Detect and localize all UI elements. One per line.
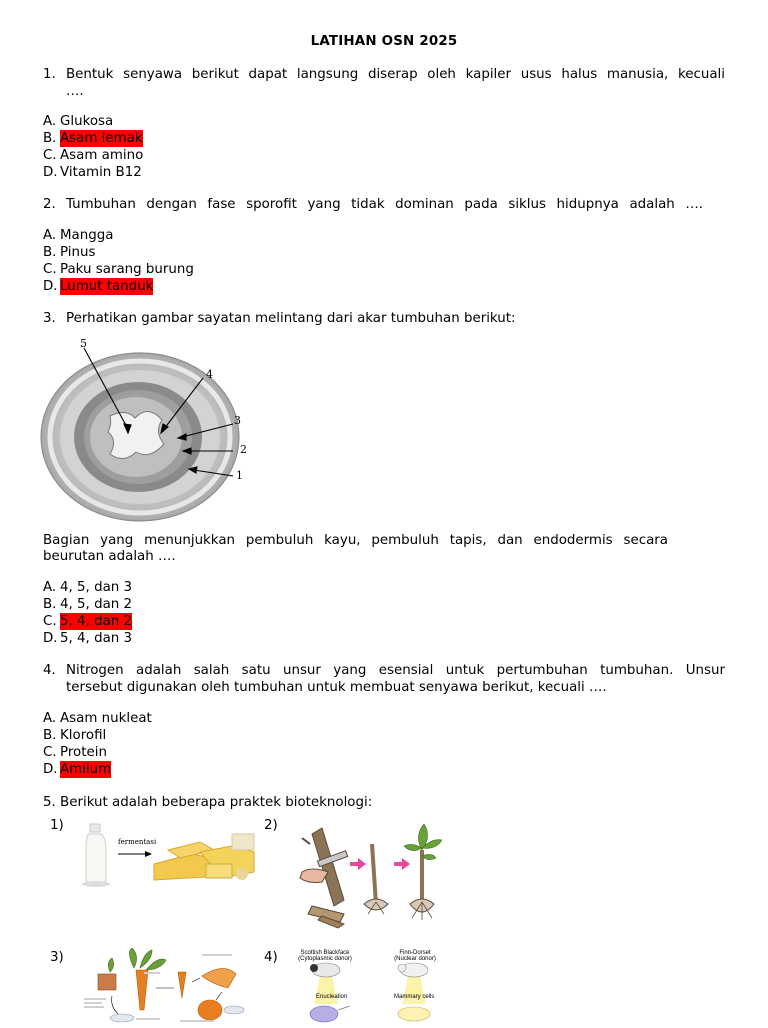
plant-cutting-illustration (292, 820, 452, 932)
option-b[interactable]: B. Klorofil (43, 728, 107, 744)
practice-label-2: 2) (264, 818, 278, 833)
option-c[interactable]: C. 5, 4, dan 2 (43, 614, 133, 630)
mammary-cells-label: Mammary cells (394, 994, 435, 1000)
practice-label-1: 1) (50, 818, 64, 833)
figure-label-3: 3 (234, 414, 241, 427)
fermentation-caption: fermentasi (118, 838, 157, 846)
option-b[interactable]: B. 4, 5, dan 2 (43, 597, 133, 613)
option-text-highlighted: Asam lemak (60, 131, 143, 147)
option-b[interactable]: B. Pinus (43, 245, 96, 261)
figure-label-4: 4 (206, 368, 213, 381)
options-q1 (43, 113, 143, 181)
question-number: 5. (43, 795, 56, 810)
option-d[interactable]: D. Lumut tanduk (43, 279, 154, 295)
option-a[interactable]: A. Mangga (43, 228, 114, 243)
option-text: 5, 4, dan 3 (60, 631, 133, 647)
option-text: Mangga (60, 228, 114, 243)
option-a[interactable]: A. Glukosa (43, 114, 114, 129)
enucleation-label: Enucleation (316, 994, 348, 1000)
option-text-highlighted: Lumut tanduk (60, 279, 154, 295)
option-a[interactable]: A. Asam nukleat (43, 711, 152, 726)
nuclear-donor-sub: (Nuclear donor) (394, 956, 436, 962)
question-3-followup (43, 533, 668, 564)
option-c[interactable]: C. Protein (43, 745, 107, 761)
figure-label-1: 1 (236, 469, 243, 482)
question-1 (43, 66, 725, 100)
nuclear-donor-title: Finn-Dorset (399, 950, 431, 956)
page-title: LATIHAN OSN 2025 (310, 34, 458, 49)
question-number: 1. (43, 67, 56, 82)
tissue-culture-illustration (82, 948, 260, 1024)
option-b[interactable]: B. Asam lemak (43, 131, 143, 147)
followup-line-2: beurutan adalah …. (43, 548, 176, 564)
question-number: 2. (43, 197, 56, 212)
option-text: Protein (60, 745, 107, 761)
question-text: Berikut adalah beberapa praktek bioteknologi: (60, 795, 373, 810)
option-text: 4, 5, dan 3 (60, 580, 133, 595)
option-text: Asam amino (60, 148, 144, 164)
question-text: Tumbuhan dengan fase sporofit yang tidak dominan pada siklus hidupnya adalah …. (66, 197, 703, 212)
question-2 (43, 196, 703, 213)
options-q4 (43, 710, 152, 778)
cloning-illustration (290, 950, 450, 1024)
options-q3 (43, 579, 132, 647)
figure-label-2: 2 (240, 443, 247, 456)
option-d[interactable]: D. Vitamin B12 (43, 165, 142, 181)
option-text: Glukosa (60, 114, 114, 129)
option-c[interactable]: C. Paku sarang burung (43, 262, 194, 278)
option-text: Klorofil (60, 728, 107, 744)
practice-label-3: 3) (50, 950, 64, 965)
option-text: Asam nukleat (60, 711, 152, 726)
option-d[interactable]: D. Amilum (43, 762, 112, 778)
question-4 (43, 662, 725, 696)
option-d[interactable]: D. 5, 4, dan 3 (43, 631, 133, 647)
question-text: Nitrogen adalah salah satu unsur yang esensial untuk pertumbuhan tumbuhan. Unsur (66, 663, 725, 678)
option-a[interactable]: A. 4, 5, dan 3 (43, 580, 133, 595)
question-text: Bentuk senyawa berikut dapat langsung diserap oleh kapiler usus halus manusia, kecuali (66, 67, 725, 82)
option-text: 4, 5, dan 2 (60, 597, 133, 613)
option-c[interactable]: C. Asam amino (43, 148, 144, 164)
option-text-highlighted: Amilum (60, 762, 112, 778)
question-5 (43, 794, 443, 811)
question-text-cont: tersebut digunakan oleh tumbuhan untuk membuat senyawa berikut, kecuali …. (66, 680, 607, 695)
figure-label-5: 5 (80, 337, 87, 350)
followup-line-1: Bagian yang menunjukkan pembuluh kayu, pembuluh tapis, dan endodermis secara (43, 533, 668, 548)
question-number: 3. (43, 311, 56, 326)
question-number: 4. (43, 663, 56, 678)
question-text-cont: …. (66, 84, 84, 99)
question-3 (43, 310, 563, 327)
option-text-highlighted: 5, 4, dan 2 (60, 614, 133, 630)
option-text: Paku sarang burung (60, 262, 194, 278)
option-text: Pinus (60, 245, 96, 261)
root-cross-section-figure (40, 336, 260, 526)
cytoplasmic-donor-title: Scottish Blackface (300, 950, 350, 956)
cytoplasmic-donor-sub: (Cytoplasmic donor) (298, 956, 352, 962)
practice-label-4: 4) (264, 950, 278, 965)
options-q2 (43, 227, 194, 295)
option-text: Vitamin B12 (60, 165, 142, 181)
question-text: Perhatikan gambar sayatan melintang dari akar tumbuhan berikut: (66, 311, 516, 326)
fermentation-illustration (82, 820, 260, 888)
